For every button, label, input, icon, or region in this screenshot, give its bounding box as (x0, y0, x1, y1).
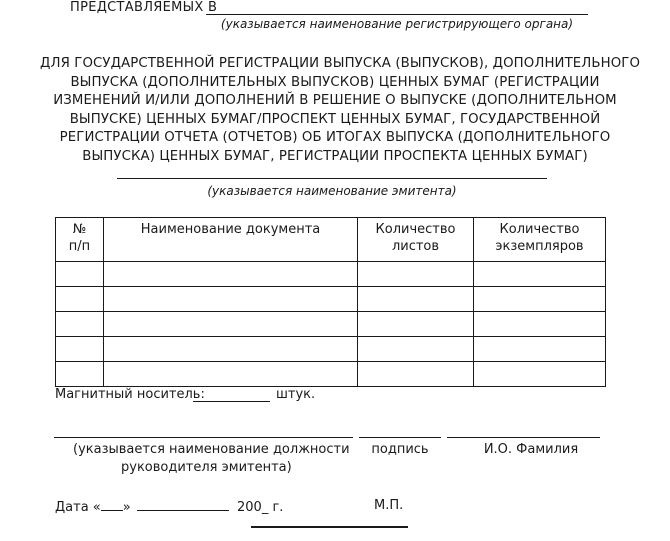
magnetic-media-label: Магнитный носитель: (55, 387, 205, 402)
magnetic-media-unit: штук. (276, 387, 316, 402)
signature-field-line[interactable] (359, 437, 441, 438)
heading-line: ВЫПУСКА) ЦЕННЫХ БУМАГ, РЕГИСТРАЦИИ ПРОСПЕКТА ЦЕННЫХ БУМАГ) (82, 148, 588, 164)
signature-label: подпись (371, 442, 429, 457)
table-cell[interactable] (56, 287, 104, 312)
header-text: п/п (68, 239, 91, 254)
date-prefix: Дата « (55, 500, 101, 515)
position-field-line[interactable] (54, 437, 353, 438)
table-row (56, 312, 606, 337)
column-header-number (56, 218, 104, 262)
stamp-label: М.П. (374, 498, 404, 513)
header-text: Количество (499, 222, 580, 237)
issuer-hint: (указывается наименование эмитента) (207, 184, 457, 198)
header-text: № (72, 222, 87, 237)
year-text: 200_ г. (237, 500, 284, 515)
table-cell[interactable] (474, 362, 606, 387)
table-cell[interactable] (358, 312, 474, 337)
heading-line: ДЛЯ ГОСУДАРСТВЕННОЙ РЕГИСТРАЦИИ ВЫПУСКА (ВЫПУСКОВ), ДОПОЛНИТЕЛЬНОГО (40, 56, 641, 71)
column-header-document-name (104, 218, 358, 262)
table-row (56, 287, 606, 312)
submitted-to-hint: (указывается наименование регистрирующего органа) (220, 17, 574, 31)
table-cell[interactable] (104, 287, 358, 312)
name-label: И.О. Фамилия (483, 442, 579, 457)
header-text: экземпляров (495, 239, 584, 254)
table-cell[interactable] (56, 362, 104, 387)
table-cell[interactable] (358, 362, 474, 387)
table-cell[interactable] (358, 337, 474, 362)
header-text: Количество (375, 222, 456, 237)
name-field-line[interactable] (447, 437, 600, 438)
position-hint-line1: (указывается наименование должности (73, 442, 350, 457)
table-cell[interactable] (474, 312, 606, 337)
table-cell[interactable] (474, 337, 606, 362)
table-cell[interactable] (358, 287, 474, 312)
document-purpose-heading (40, 55, 641, 166)
submitted-to-field-line[interactable] (206, 14, 588, 15)
bottom-rule (251, 526, 408, 528)
table-cell[interactable] (474, 262, 606, 287)
date-row (55, 498, 283, 515)
column-header-sheet-count (358, 218, 474, 262)
table-header-row (56, 218, 606, 262)
month-field-line[interactable] (137, 498, 229, 511)
table-cell[interactable] (56, 337, 104, 362)
table-cell[interactable] (474, 287, 606, 312)
submitted-to-label: ПРЕДСТАВЛЯЕМЫХ В (70, 0, 218, 15)
table-row (56, 262, 606, 287)
heading-line: ВЫПУСКЕ) ЦЕННЫХ БУМАГ/ПРОСПЕКТ ЦЕННЫХ БУМАГ, ГОСУДАРСТВЕННОЙ (69, 111, 601, 127)
header-text: Наименование документа (140, 222, 321, 237)
table-cell[interactable] (104, 312, 358, 337)
documents-table (55, 217, 606, 387)
heading-line: РЕГИСТРАЦИИ ОТЧЕТА (ОТЧЕТОВ) ОБ ИТОГАХ ВЫПУСКА (ДОПОЛНИТЕЛЬНОГО (59, 130, 611, 145)
magnetic-media-count-line[interactable] (193, 401, 270, 402)
table-cell[interactable] (104, 337, 358, 362)
header-text: листов (391, 239, 440, 254)
table-cell[interactable] (56, 312, 104, 337)
issuer-field-line[interactable] (117, 178, 547, 179)
table-cell[interactable] (358, 262, 474, 287)
heading-line: ИЗМЕНЕНИЙ И/ИЛИ ДОПОЛНЕНИЙ В РЕШЕНИЕ О ВЫПУСКЕ (ДОПОЛНИТЕЛЬНОМ (53, 93, 617, 108)
position-hint-line2: руководителя эмитента) (121, 460, 292, 475)
column-header-copy-count (474, 218, 606, 262)
table-cell[interactable] (56, 262, 104, 287)
table-cell[interactable] (104, 262, 358, 287)
table-row (56, 362, 606, 387)
table-row (56, 337, 606, 362)
table-cell[interactable] (104, 362, 358, 387)
heading-line: ВЫПУСКА (ДОПОЛНИТЕЛЬНЫХ ВЫПУСКОВ) ЦЕННЫХ БУМАГ (РЕГИСТРАЦИИ (70, 74, 600, 90)
day-field-line[interactable] (101, 498, 123, 511)
date-mid: » (122, 500, 131, 515)
